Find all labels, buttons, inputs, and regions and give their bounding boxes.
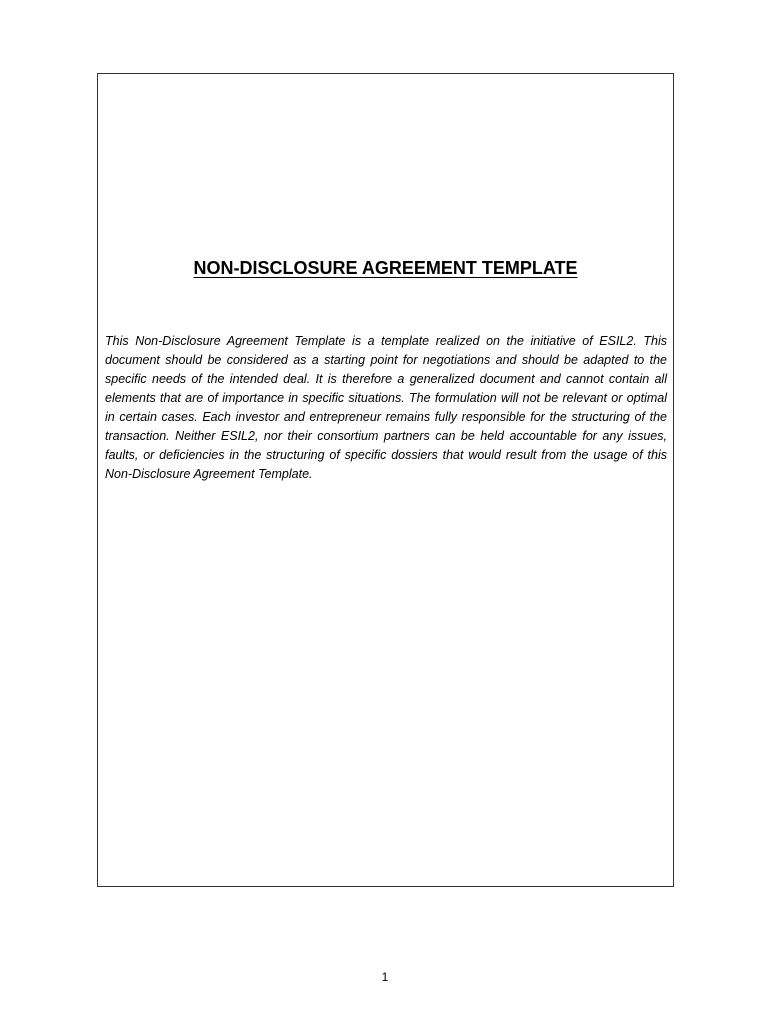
disclaimer-paragraph: This Non-Disclosure Agreement Template is a template realized on the initiative of ESIL2. This document should be considered as a starting point for negotiations and should be adapted to the specific needs of the intended deal. It is therefore a generalized document and cannot contain all elements that are of importance in specific situations. The formulation will not be relevant or optimal in certain cases. Each investor and entrepreneur remains fully responsible for the structuring of the transaction. Neither ESIL2, nor their consortium partners can be held accountable for any issues, faults, or deficiencies in the structuring of specific dossiers that would result from the usage of this Non-Disclosure Agreement Template. xyxy=(105,334,667,481)
cover-frame xyxy=(97,73,674,887)
document-title: NON-DISCLOSURE AGREEMENT TEMPLATE xyxy=(193,258,578,278)
page-number: 1 xyxy=(381,970,389,984)
